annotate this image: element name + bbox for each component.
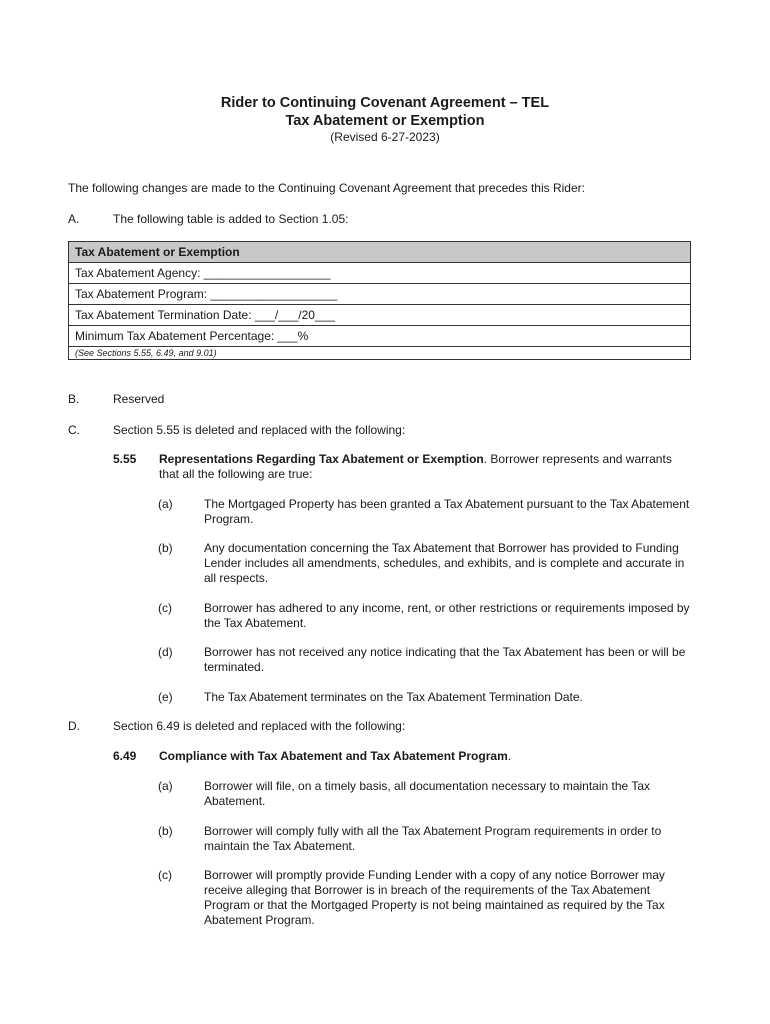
section-5-55-heading-block bbox=[113, 452, 703, 482]
item-6-49-b-text: Borrower will comply fully with all the Tax Abatement Program requirements in order to maintain the Tax Abatement. bbox=[204, 824, 662, 853]
item-6-49-a-label: (a) bbox=[158, 779, 173, 793]
section-a-text: The following table is added to Section 1.05: bbox=[113, 212, 349, 226]
item-5-55-c-label: (c) bbox=[158, 601, 172, 615]
item-5-55-d-label: (d) bbox=[158, 645, 173, 659]
item-5-55-e-label: (e) bbox=[158, 690, 173, 704]
section-5-55-heading: Representations Regarding Tax Abatement or Exemption bbox=[159, 452, 484, 466]
section-a-letter: A. bbox=[68, 212, 80, 226]
revision-date: (Revised 6-27-2023) bbox=[330, 130, 440, 144]
section-6-49-heading-block bbox=[113, 749, 703, 764]
section-6-49-number: 6.49 bbox=[113, 749, 137, 763]
section-d-text: Section 6.49 is deleted and replaced with the following: bbox=[113, 719, 406, 733]
item-6-49-a-text: Borrower will file, on a timely basis, all documentation necessary to maintain the Tax Abatement. bbox=[204, 779, 650, 808]
intro-paragraph: The following changes are made to the Continuing Covenant Agreement that precedes this Rider: bbox=[68, 181, 585, 195]
table-row-agency: Tax Abatement Agency: ___________________ bbox=[69, 263, 691, 284]
item-5-55-b-text: Any documentation concerning the Tax Abatement that Borrower has provided to Funding Lender includes all amendments, schedules, and exhibits, and is complete and accurate in all respects. bbox=[204, 541, 685, 585]
item-5-55-e-text: The Tax Abatement terminates on the Tax Abatement Termination Date. bbox=[204, 690, 583, 704]
item-5-55-d-text: Borrower has not received any notice indicating that the Tax Abatement has been or will be terminated. bbox=[204, 645, 686, 674]
item-5-55-a-text: The Mortgaged Property has been granted a Tax Abatement pursuant to the Tax Abatement Program. bbox=[204, 497, 690, 526]
item-6-49-b-label: (b) bbox=[158, 824, 173, 838]
item-6-49-c-text: Borrower will promptly provide Funding Lender with a copy of any notice Borrower may receive alleging that Borrower is in breach of the requirements of the Tax Abatement Program or that the Mortgaged Property is not being maintained as required by the Tax Abatement Program. bbox=[204, 868, 665, 927]
section-5-55-intro-line2: that all the following are true: bbox=[159, 467, 313, 481]
tax-abatement-table bbox=[68, 241, 691, 360]
section-d-letter: D. bbox=[68, 719, 80, 733]
table-row-termination-date: Tax Abatement Termination Date: ___/___/20___ bbox=[69, 305, 691, 326]
item-5-55-a-label: (a) bbox=[158, 497, 173, 511]
document-title-line2: Tax Abatement or Exemption bbox=[285, 113, 485, 129]
item-5-55-b-label: (b) bbox=[158, 541, 173, 555]
item-5-55-c-text: Borrower has adhered to any income, rent, or other restrictions or requirements imposed by the Tax Abatement. bbox=[204, 601, 690, 630]
table-header: Tax Abatement or Exemption bbox=[69, 242, 691, 263]
section-5-55-number: 5.55 bbox=[113, 452, 137, 466]
table-row-minimum-percentage: Minimum Tax Abatement Percentage: ___% bbox=[69, 326, 691, 347]
document-title-line1: Rider to Continuing Covenant Agreement – TEL bbox=[220, 95, 550, 111]
section-6-49-heading: Compliance with Tax Abatement and Tax Abatement Program bbox=[159, 749, 508, 763]
section-5-55-intro-line1: . Borrower represents and warrants bbox=[483, 452, 672, 466]
table-note: (See Sections 5.55, 6.49, and 9.01) bbox=[69, 347, 691, 360]
section-b-text: Reserved bbox=[113, 392, 165, 406]
section-b-letter: B. bbox=[68, 392, 80, 406]
section-c-text: Section 5.55 is deleted and replaced with the following: bbox=[113, 423, 406, 437]
section-c-letter: C. bbox=[68, 423, 80, 437]
section-6-49-heading-period: . bbox=[507, 749, 512, 763]
item-6-49-c-label: (c) bbox=[158, 868, 172, 882]
table-row-program: Tax Abatement Program: ___________________ bbox=[69, 284, 691, 305]
